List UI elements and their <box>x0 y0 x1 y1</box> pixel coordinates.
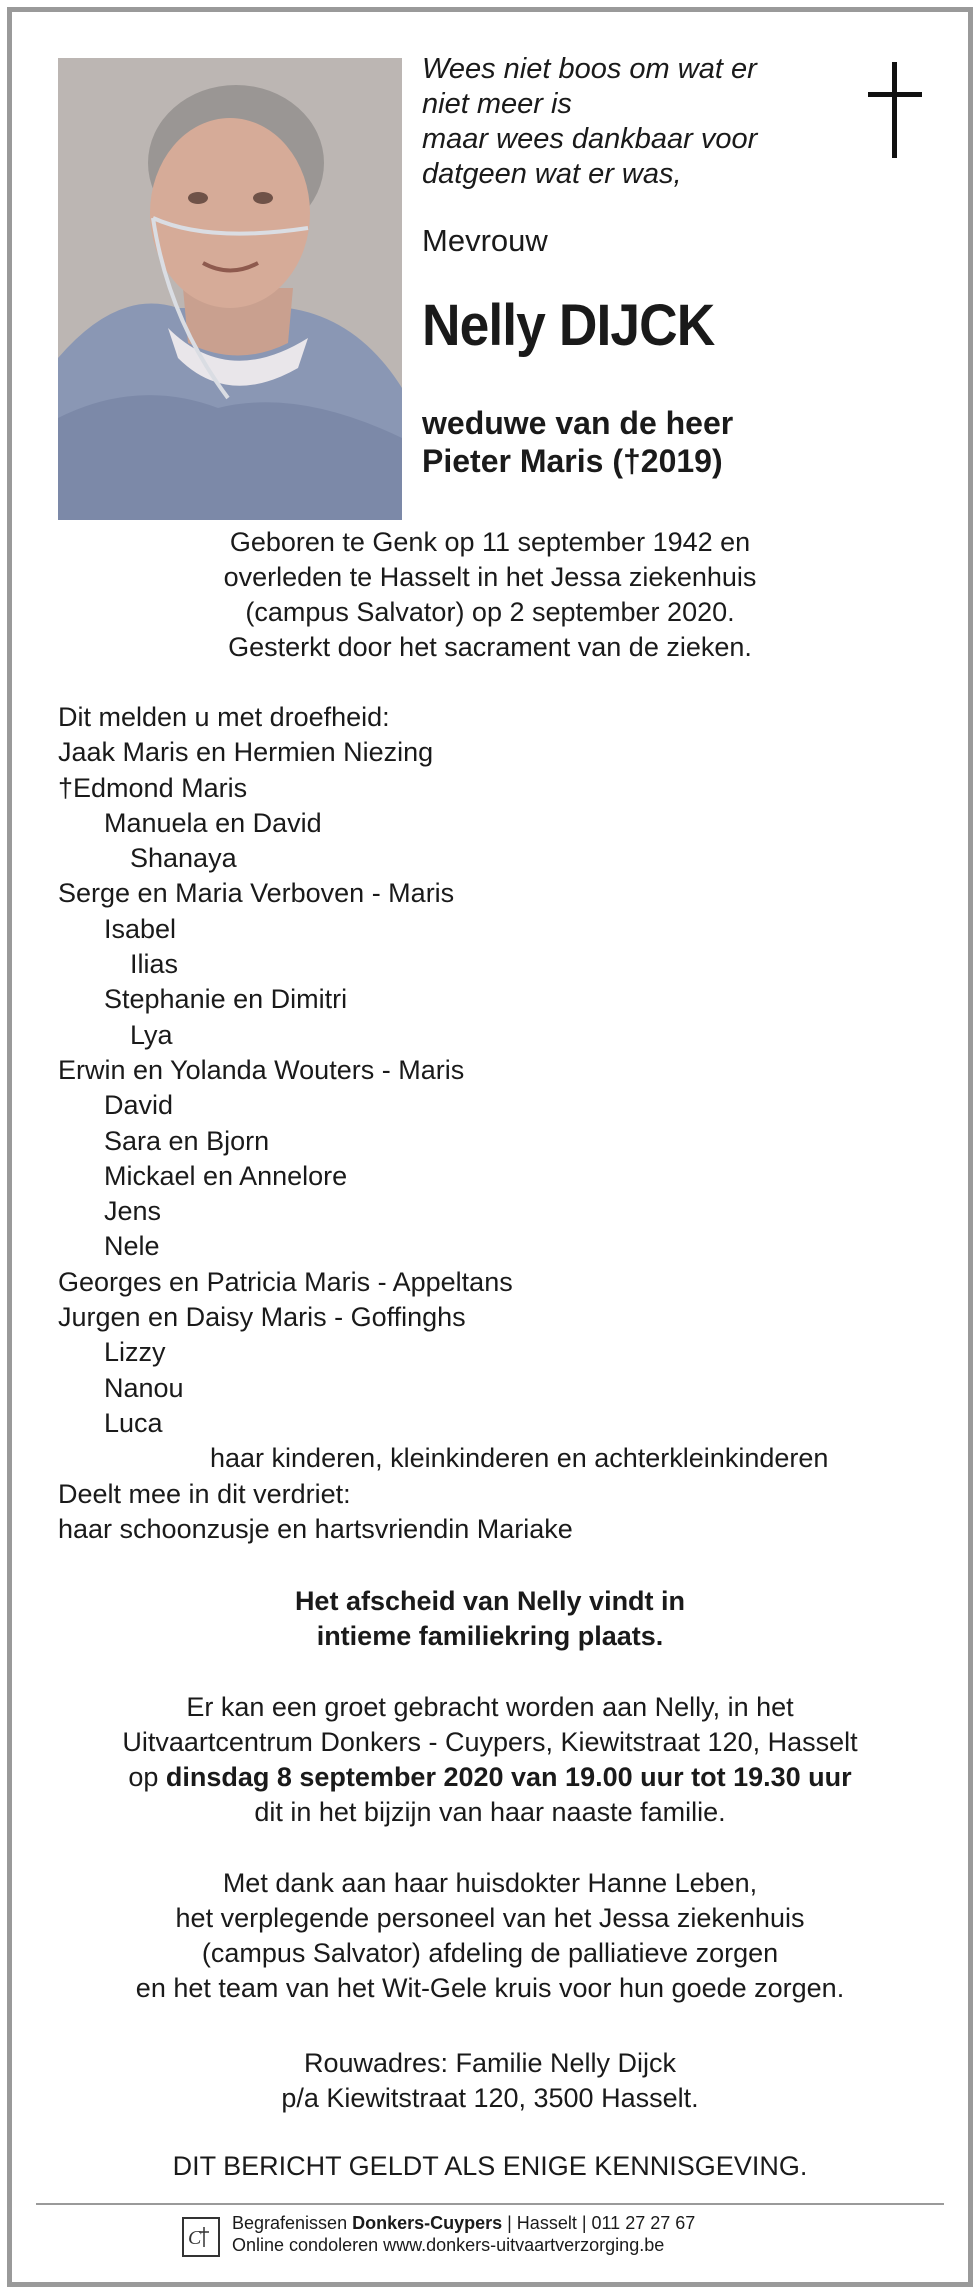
family-member: Jurgen en Daisy Maris - Goffinghs <box>58 1302 466 1333</box>
family-member: Georges en Patricia Maris - Appeltans <box>58 1266 513 1297</box>
family-member: Lya <box>130 1019 173 1050</box>
spouse-line: Pieter Maris (†2019) <box>422 443 723 479</box>
family-member: Lizzy <box>104 1337 166 1368</box>
family-member: Nanou <box>104 1372 184 1403</box>
family-member: Erwin en Yolanda Wouters - Maris <box>58 1054 465 1085</box>
portrait-photo <box>58 58 402 520</box>
family-intro: Dit melden u met droefheid: <box>58 702 390 732</box>
footer-website[interactable]: Online condoleren www.donkers-uitvaartverzorging.be <box>232 2235 665 2255</box>
greeting-date: dinsdag 8 september 2020 van 19.00 uur tot 19.30 uur <box>165 1762 852 1792</box>
family-member: Nele <box>104 1231 160 1262</box>
family-member: Mickael en Annelore <box>104 1160 348 1191</box>
thanks-line: (campus Salvator) afdeling de palliatieve zorgen <box>201 1938 779 1968</box>
notice: DIT BERICHT GELDT ALS ENIGE KENNISGEVING. <box>172 2151 808 2181</box>
greeting-prefix: op <box>128 1762 166 1792</box>
family-member: Serge en Maria Verboven - Maris <box>58 878 455 909</box>
footer-divider <box>36 2203 944 2205</box>
address-line: Rouwadres: Familie Nelly Dijck <box>303 2048 677 2078</box>
family-member: Shanaya <box>130 843 237 874</box>
greeting-line: Er kan een groet gebracht worden aan Nelly, in het <box>186 1692 794 1722</box>
family-member: Manuela en David <box>104 807 322 838</box>
family-member: David <box>104 1090 174 1121</box>
thanks-line: en het team van het Wit-Gele kruis voor hun goede zorgen. <box>135 1973 845 2003</box>
thanks-line: Met dank aan haar huisdokter Hanne Leben, <box>222 1868 758 1898</box>
poem-line: datgeen wat er was, <box>422 158 682 190</box>
family-member: Sara en Bjorn <box>104 1125 270 1156</box>
greeting-line <box>40 1760 940 1795</box>
spouse-info <box>422 404 733 480</box>
mourning-address <box>40 2046 940 2116</box>
thanks-info <box>40 1866 940 2006</box>
family-list <box>58 700 938 1547</box>
footer-company: Donkers-Cuypers <box>352 2213 503 2233</box>
family-member: Jaak Maris en Hermien Niezing <box>58 737 434 768</box>
farewell-info <box>40 1584 940 1654</box>
footer-suffix: | Hasselt | 011 27 27 67 <box>502 2213 696 2233</box>
footer-line-1 <box>232 2212 695 2234</box>
family-member: Ilias <box>130 949 179 980</box>
cross-icon <box>868 62 922 158</box>
birth-death-line: Gesterkt door het sacrament van de zieken. <box>228 632 752 662</box>
shared-grief-intro: Deelt mee in dit verdriet: <box>58 1478 351 1509</box>
family-member: Jens <box>104 1196 162 1227</box>
family-summary: haar kinderen, kleinkinderen en achterkleinkinderen <box>210 1443 829 1474</box>
footer-prefix: Begrafenissen <box>232 2213 353 2233</box>
deceased-name: Nelly DIJCK <box>422 293 715 358</box>
greeting-line: Uitvaartcentrum Donkers - Cuypers, Kiewitstraat 120, Hasselt <box>122 1727 858 1757</box>
birth-death-line: overleden te Hasselt in het Jessa ziekenhuis <box>223 562 757 592</box>
farewell-line: Het afscheid van Nelly vindt in <box>294 1586 686 1616</box>
family-member: †Edmond Maris <box>58 772 248 803</box>
address-line: p/a Kiewitstraat 120, 3500 Hasselt. <box>281 2083 699 2113</box>
family-member: Isabel <box>104 913 177 944</box>
poem <box>422 52 842 192</box>
poem-line: maar wees dankbaar voor <box>422 123 758 155</box>
family-member: Stephanie en Dimitri <box>104 984 348 1015</box>
svg-text:C: C <box>188 2227 202 2249</box>
funeral-home-logo-icon <box>182 2217 220 2257</box>
poem-line: niet meer is <box>422 88 572 120</box>
footer <box>232 2212 695 2256</box>
farewell-line: intieme familiekring plaats. <box>316 1621 664 1651</box>
thanks-line: het verplegende personeel van het Jessa ziekenhuis <box>175 1903 805 1933</box>
shared-grief: haar schoonzusje en hartsvriendin Mariake <box>58 1513 573 1544</box>
birth-death-info <box>40 525 940 665</box>
birth-death-line: Geboren te Genk op 11 september 1942 en <box>229 527 751 557</box>
greeting-info <box>40 1690 940 1830</box>
greeting-line: dit in het bijzijn van haar naaste familie. <box>254 1797 726 1827</box>
poem-line: Wees niet boos om wat er <box>422 53 757 85</box>
spouse-line: weduwe van de heer <box>422 405 734 441</box>
salutation: Mevrouw <box>422 223 548 258</box>
family-member: Luca <box>104 1407 163 1438</box>
birth-death-line: (campus Salvator) op 2 september 2020. <box>245 597 735 627</box>
